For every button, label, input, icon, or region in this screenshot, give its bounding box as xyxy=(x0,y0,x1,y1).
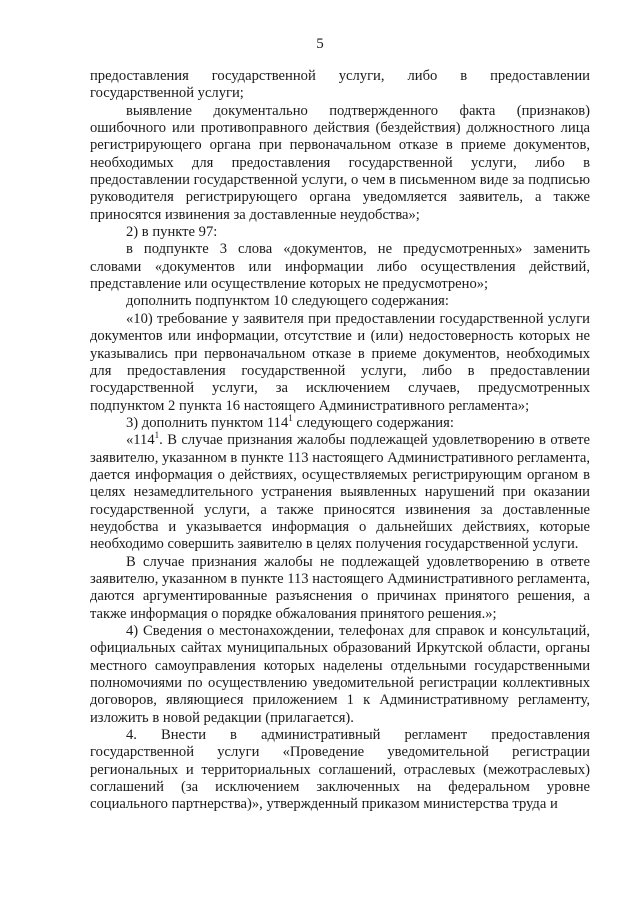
paragraph-item-3-text-end: следующего содержания: xyxy=(292,414,454,431)
paragraph-subitem-3-replace: в подпункте 3 слова «документов, не предусмотренных» заменить словами «документов или информации либо осуществления действий, представление или осуществление которых не предусмотрено»; xyxy=(90,241,590,293)
superscript: 1 xyxy=(288,412,293,423)
paragraph-subitem-10-text: «10) требование у заявителя при предоставлении государственной услуги документов или информации, отсутствие и (или) недостоверность которых не указывались при первоначальном отказе в приеме документов, необходимых для предоставления государственной услуги, либо в предоставлении государственной услуги, за исключением случаев, предусмотренных подпунктом 2 пункта 16 настоящего Административного регламента»; xyxy=(90,310,590,414)
superscript: 1 xyxy=(154,430,160,441)
paragraph-item-2: 2) в пункте 97: xyxy=(126,224,218,241)
paragraph-item-114-1-text: . В случае признания жалобы подлежащей удовлетворению в ответе заявителю, указанном в пункте 113 настоящего Административного регламента, дается информация о действиях, осуществляемых регистрирующим органом в целях незамедлительного устранения выявленных нарушений при оказании государственной услуги, а также приносятся извинения за доставленные неудобства и указывается информация о дальнейших действиях, которые необходимо совершить заявителю в целях получения государственной услуги. xyxy=(90,432,591,553)
paragraph-item-114-1-number: «114 xyxy=(126,432,155,449)
paragraph-add-subitem-10: дополнить подпунктом 10 следующего содержания: xyxy=(126,293,449,310)
page-number: 5 xyxy=(316,36,324,52)
paragraph-item-3-text: 3) дополнить пунктом 114 xyxy=(126,414,289,431)
paragraph-violation-detection: выявление документально подтвержденного факта (признаков) ошибочного или противоправного действия (бездействия) должностного лица регистрирующего органа при первоначальном отказе в приеме документов, необходимых для предоставления государственной услуги, либо в предоставлении государственной услуги, о чем в письменном виде за подписью руководителя регистрирующего органа уведомляется заявитель, а также приносятся извинения за доставленные неудобства»; xyxy=(90,102,590,223)
document-body xyxy=(90,68,590,814)
paragraph-item-4-amend: 4. Внести в административный регламент предоставления государственной услуги «Проведение уведомительной регистрации региональных и территориальных соглашений, отраслевых (межотраслевых) соглашений (за исключением заключенных на федеральном уровне социального партнерства)», утвержденный приказом министерства труда и xyxy=(90,727,590,813)
paragraph-item-114-1 xyxy=(90,432,590,553)
paragraph-continuation: предоставления государственной услуги, либо в предоставлении государственной услуги; xyxy=(90,68,590,102)
paragraph-item-4-appendix: 4) Сведения о местонахождении, телефонах для справок и консультаций, официальных сайтах муниципальных образований Иркутской области, органы местного самоуправления которых наделены отдельными государственными полномочиями по осуществлению уведомительной регистрации коллективных договоров, являющиеся приложением 1 к Административному регламенту, изложить в новой редакции (прилагается). xyxy=(90,623,590,726)
paragraph-complaint-rejected: В случае признания жалобы не подлежащей удовлетворению в ответе заявителю, указанном в пункте 113 настоящего Административного регламента, даются аргументированные разъяснения о причинах принятого решения, а также информация о порядке обжалования принятого решения.»; xyxy=(90,553,591,622)
paragraph-item-3 xyxy=(90,412,590,432)
